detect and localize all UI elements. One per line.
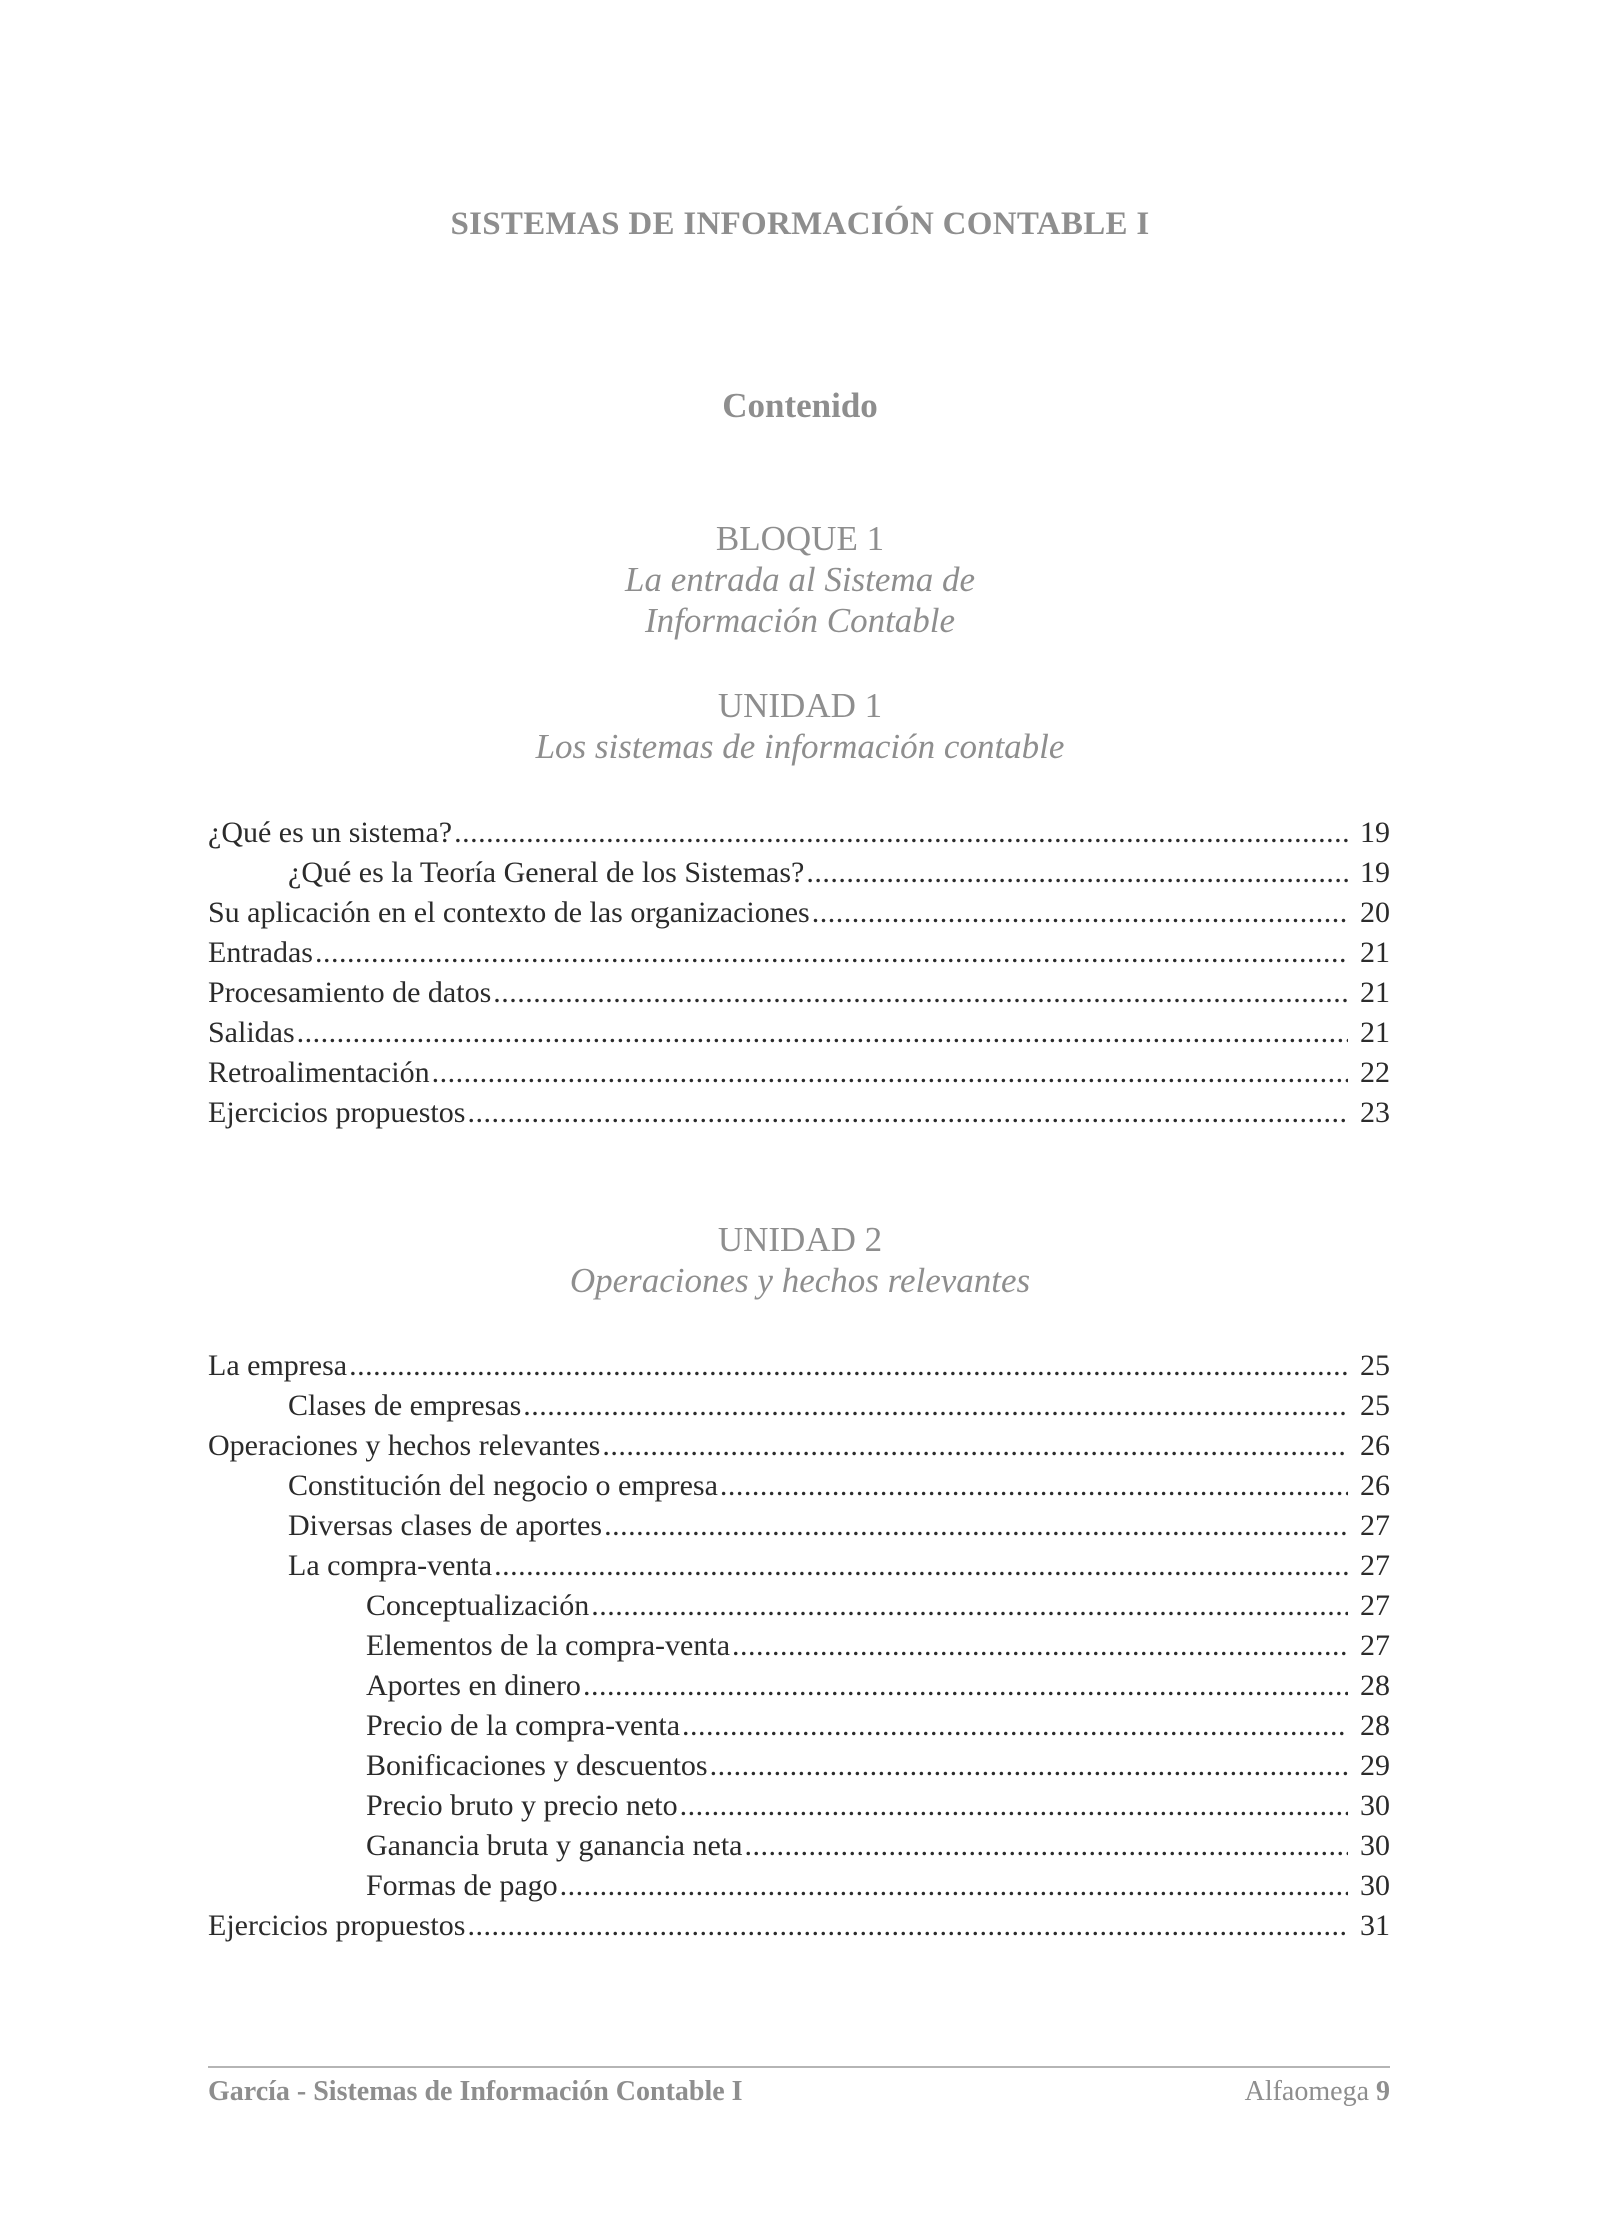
toc-entry-page: 27 [1360,1629,1390,1662]
toc-dot-leader [806,856,1348,890]
unit-2-toc [208,1349,1390,1949]
footer-page-number: 9 [1376,2076,1390,2107]
unit-2-header [0,1219,1600,1301]
toc-entry [208,1749,1390,1789]
toc-entry [208,1016,1390,1056]
toc-dot-leader [467,1909,1348,1943]
unit-label: UNIDAD 2 [717,1220,883,1259]
toc-dot-leader [602,1429,1348,1463]
toc-dot-leader [560,1869,1348,1903]
toc-entry [208,1056,1390,1096]
toc-entry [208,1549,1390,1589]
toc-dot-leader [454,816,1348,850]
toc-entry-title: La empresa [208,1349,348,1382]
toc-entry-page: 19 [1360,816,1390,849]
toc-entry [208,1869,1390,1909]
toc-entry-page: 23 [1360,1096,1390,1129]
toc-entry-title: Retroalimentación [208,1056,430,1089]
unit-label: UNIDAD 1 [717,686,883,725]
footer-page-info [1245,2076,1390,2108]
toc-dot-leader [467,1096,1348,1130]
toc-dot-leader [812,896,1348,930]
toc-entry-title: Aportes en dinero [366,1669,581,1702]
toc-entry-page: 19 [1360,856,1390,889]
toc-entry-title: ¿Qué es un sistema? [208,816,453,849]
toc-entry-title: Su aplicación en el contexto de las organizaciones [208,896,810,929]
toc-entry-page: 30 [1360,1829,1390,1862]
toc-entry-title: Formas de pago [366,1869,558,1902]
toc-entry [208,1789,1390,1829]
toc-entry-page: 25 [1360,1389,1390,1422]
toc-entry [208,1349,1390,1389]
toc-dot-leader [432,1056,1348,1090]
block-header [0,518,1600,641]
toc-entry-title: Constitución del negocio o empresa [288,1469,718,1502]
toc-dot-leader [493,976,1348,1010]
book-title: SISTEMAS DE INFORMACIÓN CONTABLE I [450,206,1150,242]
toc-entry-title: Ejercicios propuestos [208,1909,466,1942]
toc-entry-title: La compra-venta [288,1549,493,1582]
unit-1-header [0,685,1600,767]
toc-dot-leader [710,1749,1348,1783]
footer-book-reference: García - Sistemas de Información Contable I [208,2076,743,2107]
toc-entry-page: 27 [1360,1509,1390,1542]
toc-entry [208,1829,1390,1869]
toc-entry [208,936,1390,976]
toc-entry [208,1909,1390,1949]
toc-entry-title: Precio bruto y precio neto [366,1789,678,1822]
toc-dot-leader [732,1629,1348,1663]
toc-entry-title: Bonificaciones y descuentos [366,1749,708,1782]
toc-entry-page: 21 [1360,1016,1390,1049]
toc-entry-title: Diversas clases de aportes [288,1509,603,1542]
block-label: BLOQUE 1 [715,519,885,558]
toc-dot-leader [604,1509,1348,1543]
toc-entry-title: Operaciones y hechos relevantes [208,1429,601,1462]
toc-entry-title: ¿Qué es la Teoría General de los Sistemas? [288,856,805,889]
toc-entry [208,1589,1390,1629]
toc-dot-leader [494,1549,1348,1583]
toc-entry-title: Ejercicios propuestos [208,1096,466,1129]
unit-subtitle: Los sistemas de información contable [535,727,1065,766]
toc-entry-page: 20 [1360,896,1390,929]
toc-entry-page: 30 [1360,1789,1390,1822]
toc-entry-title: Procesamiento de datos [208,976,492,1009]
toc-dot-leader [315,936,1348,970]
toc-entry [208,976,1390,1016]
toc-entry-page: 29 [1360,1749,1390,1782]
toc-entry-page: 25 [1360,1349,1390,1382]
toc-entry-page: 21 [1360,936,1390,969]
unit-1-toc [208,816,1390,1136]
toc-entry [208,1509,1390,1549]
toc-entry-title: Precio de la compra-venta [366,1709,681,1742]
toc-entry [208,1669,1390,1709]
unit-subtitle: Operaciones y hechos relevantes [569,1261,1031,1300]
toc-entry [208,1629,1390,1669]
toc-dot-leader [680,1789,1348,1823]
toc-entry-page: 27 [1360,1589,1390,1622]
block-subtitle-line-2: Información Contable [644,601,956,640]
toc-entry-title: Elementos de la compra-venta [366,1629,731,1662]
toc-entry-page: 28 [1360,1669,1390,1702]
toc-dot-leader [744,1829,1348,1863]
toc-entry [208,1429,1390,1469]
footer-divider [208,2066,1390,2068]
footer-publisher: Alfaomega [1244,2076,1369,2107]
toc-entry-title: Conceptualización [366,1589,590,1622]
toc-entry [208,816,1390,856]
toc-dot-leader [720,1469,1348,1503]
toc-dot-leader [349,1349,1348,1383]
toc-entry [208,1389,1390,1429]
toc-dot-leader [591,1589,1348,1623]
toc-dot-leader [583,1669,1348,1703]
toc-entry-page: 26 [1360,1469,1390,1502]
toc-entry-title: Ganancia bruta y ganancia neta [366,1829,743,1862]
toc-entry-title: Clases de empresas [288,1389,522,1422]
toc-dot-leader [523,1389,1348,1423]
toc-entry [208,896,1390,936]
contents-heading: Contenido [722,386,878,425]
block-subtitle-line-1: La entrada al Sistema de [625,560,975,599]
toc-entry [208,1096,1390,1136]
toc-entry-page: 31 [1360,1909,1390,1942]
toc-entry-page: 27 [1360,1549,1390,1582]
toc-entry-page: 21 [1360,976,1390,1009]
toc-entry-title: Entradas [208,936,313,969]
toc-entry-page: 26 [1360,1429,1390,1462]
toc-entry-page: 22 [1360,1056,1390,1089]
toc-entry [208,856,1390,896]
toc-entry [208,1469,1390,1509]
toc-dot-leader [297,1016,1348,1050]
toc-dot-leader [682,1709,1348,1743]
toc-entry-page: 30 [1360,1869,1390,1902]
toc-entry [208,1709,1390,1749]
toc-entry-page: 28 [1360,1709,1390,1742]
toc-entry-title: Salidas [208,1016,295,1049]
